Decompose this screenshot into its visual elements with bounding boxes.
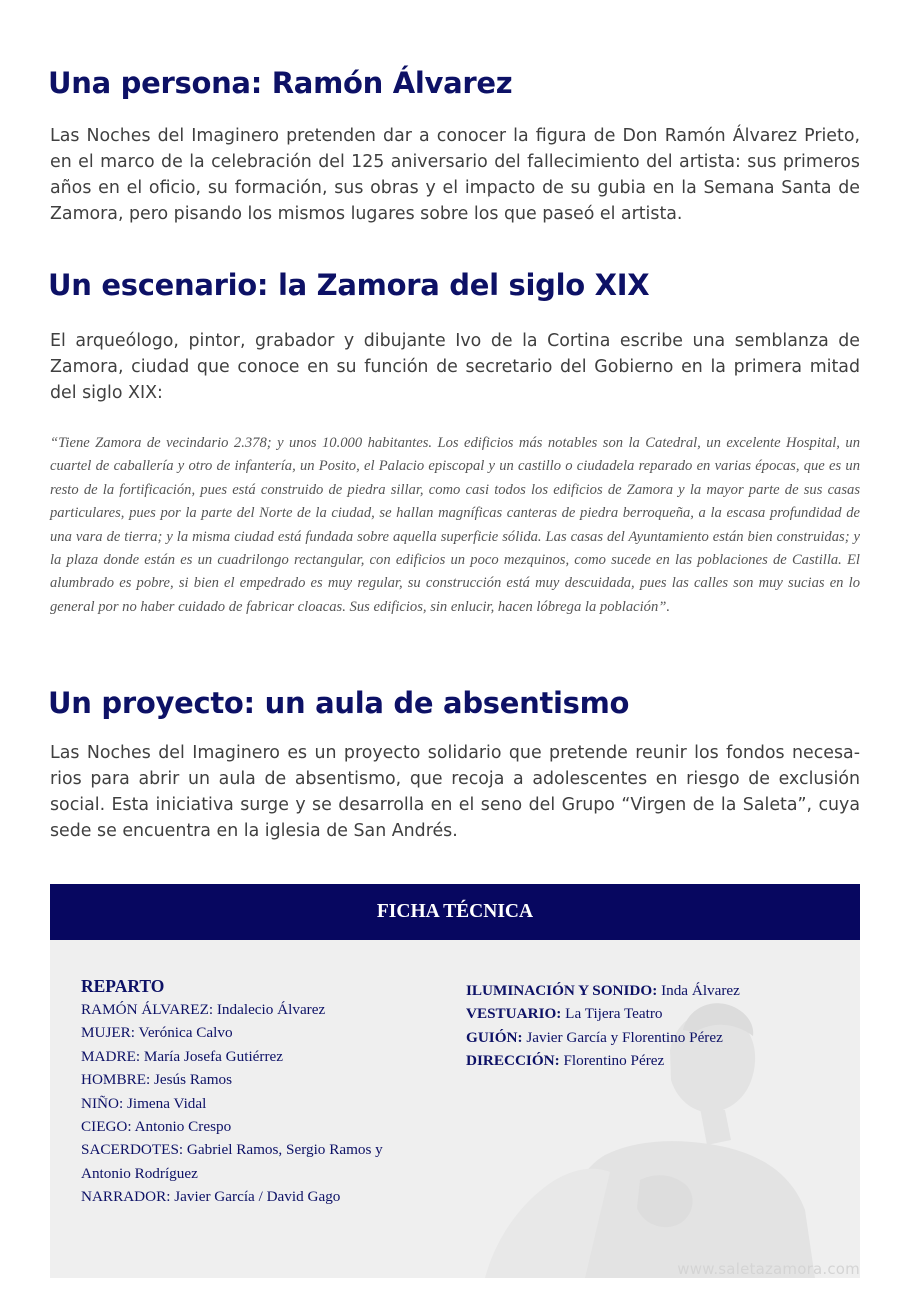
section-heading-proyecto: Un proyecto: un aula de absentismo <box>48 686 630 720</box>
reparto-item: HOMBRE: Jesús Ramos <box>81 1071 233 1089</box>
tecnico-name: Inda Álvarez <box>657 982 740 999</box>
reparto-column <box>81 975 421 1209</box>
tecnico-column <box>466 979 846 1073</box>
reparto-item: NIÑO: Jimena Vidal <box>81 1094 207 1112</box>
tecnico-item <box>466 1002 846 1025</box>
reparto-item: NARRADOR: Javier García / David Gago <box>81 1188 341 1206</box>
tecnico-item <box>466 1026 846 1049</box>
reparto-item: RAMÓN ÁLVAREZ: Indalecio Álvarez <box>81 1001 326 1018</box>
section-heading-escenario: Un escenario: la Zamora del siglo XIX <box>48 268 650 302</box>
tecnico-item <box>466 979 846 1002</box>
tecnico-name: Florentino Pérez <box>559 1052 665 1070</box>
section-text-escenario: El arqueólogo, pintor, grabador y dibujante Ivo de la Cortina escribe una semblanza de Zamora, ciudad que conoce en su función de secretario del Gobierno en la primera mitad del siglo XIX: <box>50 331 860 403</box>
reparto-item: CIEGO: Antonio Crespo <box>81 1118 232 1136</box>
reparto-title: REPARTO <box>81 976 165 996</box>
tecnico-role: DIRECCIÓN: <box>466 1052 560 1070</box>
reparto-item: MUJER: Verónica Calvo <box>81 1024 233 1042</box>
tecnico-role: GUIÓN: <box>466 1028 523 1046</box>
ficha-title: FICHA TÉCNICA <box>50 884 860 940</box>
reparto-item: MADRE: María Josefa Gutiérrez <box>81 1047 284 1065</box>
tecnico-item <box>466 1049 846 1072</box>
tecnico-name: Javier García y Florentino Pérez <box>522 1028 723 1046</box>
tecnico-name: La Tijera Teatro <box>561 1005 663 1023</box>
reparto-item: SACERDOTES: Gabriel Ramos, Sergio Ramos y Antonio Rodríguez <box>81 1141 383 1182</box>
website-watermark: www.saletazamora.com <box>677 1260 860 1278</box>
tecnico-role: VESTUARIO: <box>466 1005 562 1023</box>
tecnico-role: ILUMINACIÓN Y SONIDO: <box>466 982 658 999</box>
quote-ivo-de-la-cortina: “Tiene Zamora de vecindario 2.378; y unos 10.000 habitantes. Los edificios más notables son la Catedral, un excelente Hospital, un cuartel de caballería y otro de infantería, un Posito, el Palacio episcopal y un castillo o ciudadela reparado en varias épocas, que es un resto de la fortificación, pues está construido de piedra sillar, como casi todos los edificios de Zamora y la mayor parte de sus casas particulares, pues por la parte del Norte de la ciudad, se hallan magníficas canteras de piedra berroqueña, a la escasa profundidad de una vara de tierra; y la misma ciudad está fundada sobre aquella superficie sólida. Las casas del Ayuntamiento están bien construidas; y la plaza donde están es un cuadrilongo rectangular, con edificios un poco mezquinos, como sucede en las poblaciones de Castilla. El alumbrado es pobre, si bien el empedrado es muy regular, su construcción está muy descuidada, pues las calles son muy sucias en lo general por no haber cuidado de fabricar cloacas. Sus edificios, sin enlucir, hacen lóbrega la población”. <box>50 435 860 615</box>
section-text-persona: Las Noches del Imaginero pretenden dar a conocer la figura de Don Ramón Álvarez Prieto, en el marco de la celebración del 125 aniversario del fallecimiento del artista: sus primeros años en el oficio, su formación, sus obras y el impacto de su gubia en la Semana Santa de Zamora, pero pisando los mismos lugares sobre los que paseó el artista. <box>50 126 860 224</box>
section-heading-persona: Una persona: Ramón Álvarez <box>48 66 513 100</box>
section-text-proyecto: Las Noches del Imaginero es un proyecto solidario que pretende reunir los fondos necesarios para abrir un aula de absentismo, que recoja a adolescentes en riesgo de exclusión social. Esta iniciativa surge y se desarrolla en el seno del Grupo “Virgen de la Saleta”, cuya sede se encuentra en la iglesia de San Andrés. <box>50 743 860 841</box>
ficha-tecnica-box <box>50 884 860 1278</box>
